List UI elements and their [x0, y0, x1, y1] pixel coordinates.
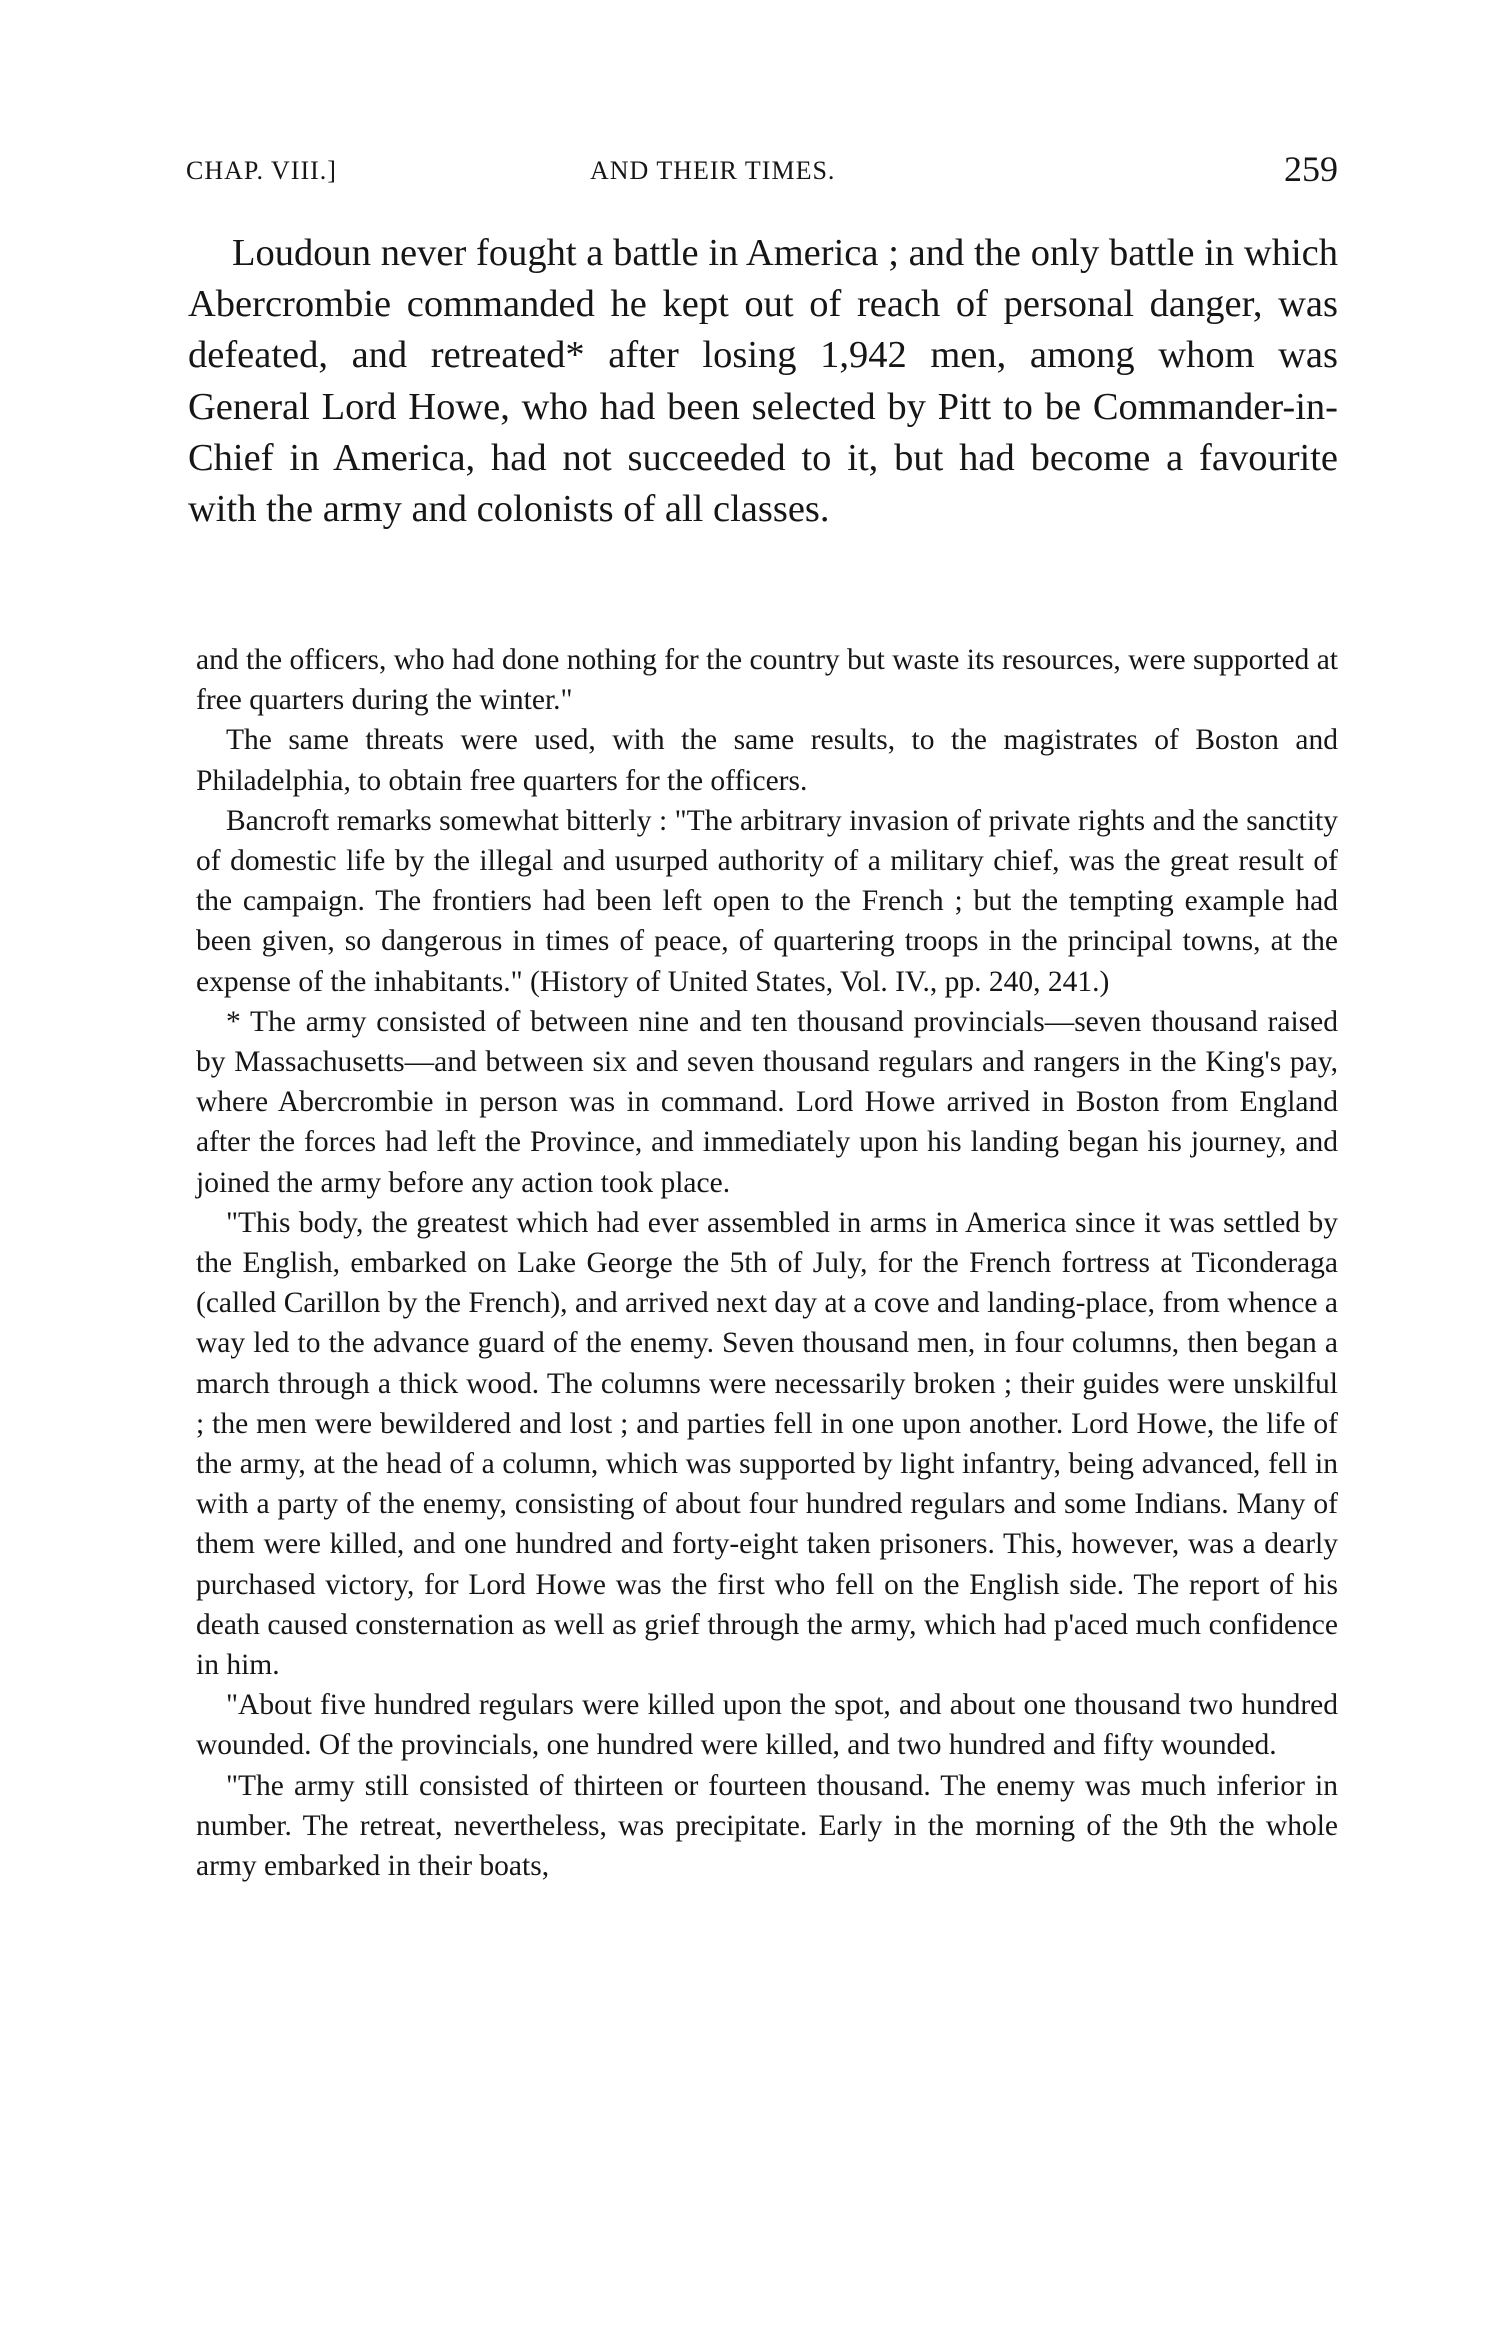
footnote-paragraph: Bancroft remarks somewhat bitterly : "The arbitrary invasion of private rights and the sanctity of domestic life by the illegal and usurped authority of a military chief, was the great result of the campaign. The frontiers had been left open to the French ; but the tempting example had been given, so dangerous in times of peace, of quartering troops in the principal towns, at the expense of the inhabitants." (History of United States, Vol. IV., pp. 240, 241.): [196, 804, 1338, 998]
running-title: AND THEIR TIMES.: [590, 156, 836, 185]
footnote-paragraph: and the officers, who had done nothing for the country but waste its resources, were supported at free quarters during the winter.": [196, 644, 1338, 717]
main-paragraph: Loudoun never fought a battle in America ; and the only battle in which Abercrombie commanded he kept out of reach of personal danger, was defeated, and retreated* after losing 1,942 men, among whom was General Lord Howe, who had been selected by Pitt to be Commander-in-Chief in America, had not succeeded to it, but had become a favourite with the army and colonists of all classes.: [188, 232, 1338, 531]
chapter-label: CHAP. VIII.]: [186, 156, 337, 185]
footnote-paragraph: "This body, the greatest which had ever assembled in arms in America since it was settled by the English, embarked on Lake George the 5th of July, for the French fortress at Ticonderaga (called Carillon by the French), and arrived next day at a cove and landing-place, from whence a way led to the advance guard of the enemy. Seven thousand men, in four columns, then began a march through a thick wood. The columns were necessarily broken ; their guides were unskilful ; the men were bewildered and lost ; and parties fell in one upon another. Lord Howe, the life of the army, at the head of a column, which was supported by light infantry, being advanced, fell in with a party of the enemy, consisting of about four hundred regulars and some Indians. Many of them were killed, and one hundred and forty-eight taken prisoners. This, however, was a dearly purchased victory, for Lord Howe was the first who fell on the English side. The report of his death caused consternation as well as grief through the army, which had p'aced much confidence in him.: [196, 1206, 1338, 1682]
running-header: [186, 148, 1338, 192]
footnote-paragraph: * The army consisted of between nine and ten thousand provincials—seven thousand raised by Massachusetts—and between six and seven thousand regulars and rangers in the King's pay, where Abercrombie in person was in command. Lord Howe arrived in Boston from England after the forces had left the Province, and immediately upon his landing began his journey, and joined the army before any action took place.: [196, 1005, 1338, 1199]
footnote-paragraph: "About five hundred regulars were killed upon the spot, and about one thousand two hundred wounded. Of the provincials, one hundred were killed, and two hundred and fifty wounded.: [196, 1689, 1338, 1762]
main-body: [188, 228, 1338, 535]
footnote-paragraph: "The army still consisted of thirteen or fourteen thousand. The enemy was much inferior in number. The retreat, nevertheless, was precipitate. Early in the morning of the 9th the whole army embarked in their boats,: [196, 1769, 1338, 1883]
footnote-paragraph: The same threats were used, with the same results, to the magistrates of Boston and Philadelphia, to obtain free quarters for the officers.: [196, 724, 1338, 797]
footnotes: [196, 640, 1338, 1886]
page-number: 259: [1284, 149, 1338, 189]
